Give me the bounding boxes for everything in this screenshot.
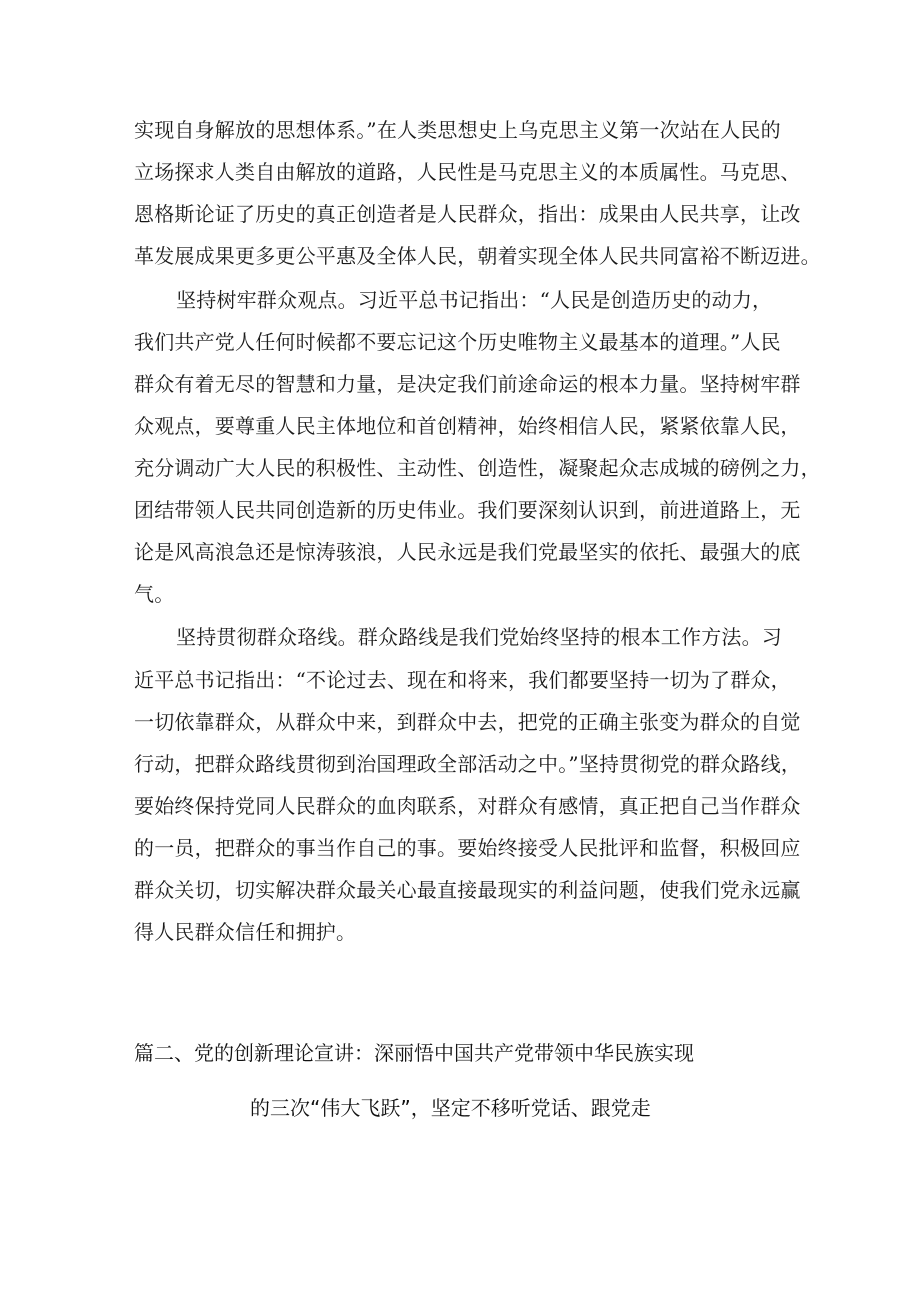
paragraph-1-line-3: 恩格斯论证了历史的真正创造者是人民群众，指出：成果由人民共享，让改 <box>134 202 801 226</box>
paragraph-3-line-1: 坚持贯彻群众珞线。群众路线是我们党始终坚持的根本工作方法。习 <box>176 625 782 649</box>
paragraph-3-line-2: 近平总书记指出：“不论过去、现在和将来，我们都要坚持一切为了群众， <box>134 668 791 692</box>
paragraph-1-line-2: 立场探求人类自由解放的道路，人民性是马克思主义的本质属性。马克思、 <box>134 160 801 184</box>
paragraph-3-line-8: 得人民群众信任和拥护。 <box>134 920 357 944</box>
paragraph-1-line-4: 革发展成果更多更公平惠及全体人民，朝着实现全体人民共同富裕不断迈进。 <box>134 244 821 268</box>
section-heading-line-1: 篇二、党的创新理论宣讲：深丽悟中国共产党带领中华民族实现 <box>134 1041 694 1065</box>
paragraph-3-line-3: 一切依靠群众，从群众中来，到群众中去，把党的正确主张变为群众的自觉 <box>134 710 801 734</box>
paragraph-2-line-1: 坚持树牢群众观点。习近平总书记指出：“人民是创造历史的动力， <box>176 288 773 312</box>
paragraph-1-line-1: 实现自身解放的思想体系。”在人类思想史上乌克思主义第一次站在人民的 <box>134 118 781 142</box>
paragraph-3-line-6: 的一员，把群众的事当作自己的事。要始终接受人民批评和监督，积极回应 <box>134 836 801 860</box>
paragraph-3-line-7: 群众关切，切实解决群众最关心最直接最现实的利益问题，使我们党永远赢 <box>134 878 801 902</box>
paragraph-2-line-3: 群众有着无尽的智慧和力量，是决定我们前途命运的根本力量。坚持树牢群 <box>134 372 801 396</box>
paragraph-3-line-4: 行动，把群众路线贯彻到治国理政全部活动之中。”坚持贯彻党的群众路线， <box>134 752 802 776</box>
paragraph-2-line-6: 团结带领人民共同创造新的历史伟业。我们要深刻认识到，前进道路上，无 <box>134 498 801 522</box>
paragraph-3-line-5: 要始终保持党同人民群众的血肉联系，对群众有感情，真正把自己当作群众 <box>134 794 801 818</box>
section-heading-line-2: 的三次“伟大飞跃”，坚定不移听党话、跟党走 <box>250 1096 651 1120</box>
paragraph-2-line-5: 充分调动广大人民的积极性、主动性、创造性，凝聚起众志成城的磅例之力， <box>134 456 821 480</box>
paragraph-2-line-8: 气。 <box>134 582 175 606</box>
paragraph-2-line-4: 众观点，要尊重人民主体地位和首创精神，始终相信人民，紧紧依靠人民， <box>134 414 801 438</box>
paragraph-2-line-2: 我们共产党人任何时候都不要忘记这个历史唯物主义最基本的道理。”人民 <box>134 330 781 354</box>
paragraph-2-line-7: 论是风高浪急还是惊涛骇浪，人民永远是我们党最坚实的依托、最强大的底 <box>134 540 801 564</box>
